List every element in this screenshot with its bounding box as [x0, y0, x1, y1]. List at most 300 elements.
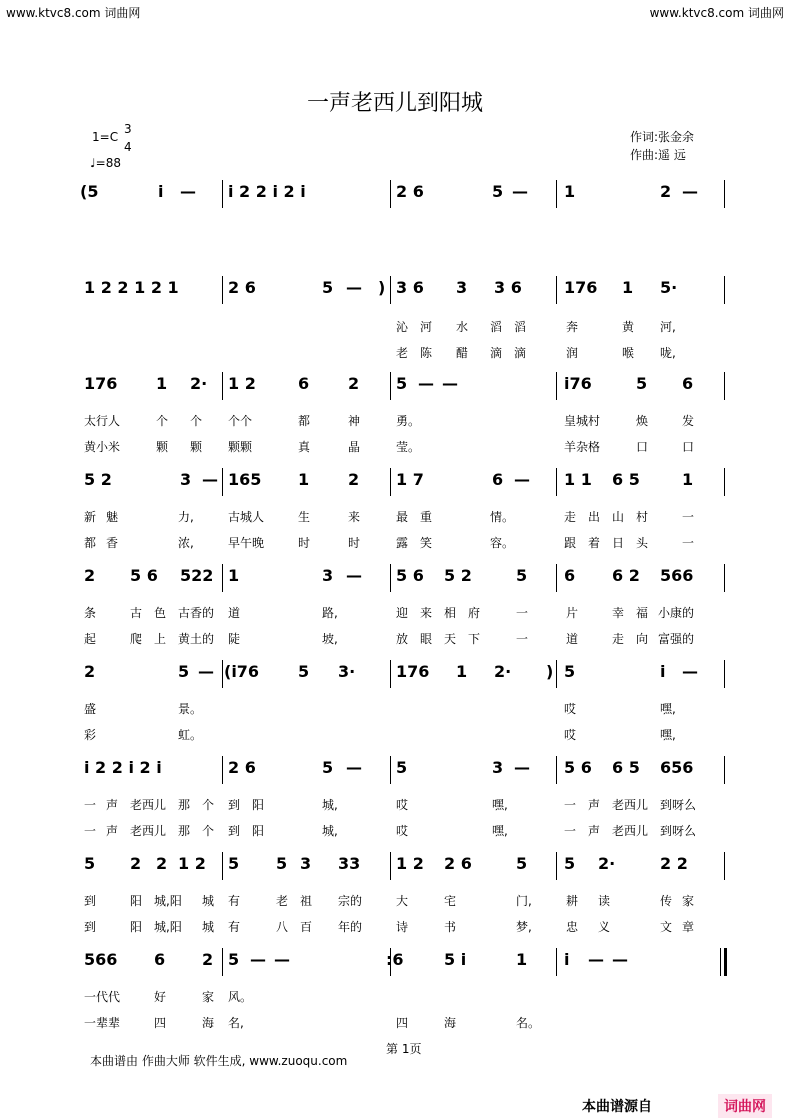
- lyric: 四: [154, 1016, 167, 1030]
- lyric: 个: [156, 414, 169, 428]
- note-group: 5 2: [84, 470, 112, 489]
- lyric: 个个: [228, 414, 253, 428]
- lyric: 一: [516, 606, 529, 620]
- lyric: 小康的: [658, 606, 695, 620]
- lyric: 笑: [420, 536, 433, 550]
- note-group: 176: [84, 374, 118, 393]
- note-group: 656: [660, 758, 694, 777]
- lyric: 老: [396, 346, 409, 360]
- note-group: 5: [396, 758, 408, 777]
- note-group: 5: [298, 662, 310, 681]
- barline: [390, 756, 391, 784]
- note-group: —: [682, 182, 698, 201]
- composer-credit: 作曲:遥 远: [630, 148, 686, 162]
- lyric: 城,阳: [154, 894, 182, 908]
- note-group: 1: [622, 278, 634, 297]
- lyric: 跟: [564, 536, 577, 550]
- lyric: 城,阳: [154, 920, 182, 934]
- lyric: 古: [130, 606, 143, 620]
- lyric: 时: [348, 536, 361, 550]
- lyric: 年的: [338, 920, 363, 934]
- lyric: 浓,: [178, 536, 194, 550]
- lyric: 山: [612, 510, 625, 524]
- lyric: 走: [612, 632, 625, 646]
- note-group: 5: [322, 758, 334, 777]
- lyric: 声: [106, 798, 119, 812]
- barline: [222, 948, 223, 976]
- note-group: 5: [322, 278, 334, 297]
- lyric: 来: [420, 606, 433, 620]
- lyric: 到呀么: [660, 798, 697, 812]
- note-group: —: [588, 950, 604, 969]
- lyric: 勇。: [396, 414, 421, 428]
- lyric: 城: [202, 920, 215, 934]
- barline: [390, 660, 391, 688]
- lyric: 宗的: [338, 894, 363, 908]
- lyric: 羊杂格: [564, 440, 601, 454]
- lyric: 着: [588, 536, 601, 550]
- note-group: 3: [180, 470, 192, 489]
- lyric: 坡,: [322, 632, 338, 646]
- lyric: 有: [228, 920, 241, 934]
- note-group: 176: [564, 278, 598, 297]
- note-group: 2 6: [228, 278, 256, 297]
- barline: [390, 468, 391, 496]
- lyric: 一: [84, 798, 97, 812]
- note-group: 5 6: [564, 758, 592, 777]
- lyric: 陡: [228, 632, 241, 646]
- song-title: 一声老西儿到阳城: [306, 91, 483, 116]
- note-group: 1 2: [178, 854, 206, 873]
- note-group: —: [512, 182, 528, 201]
- watermark-right: www.ktvc8.com 词曲网: [649, 6, 784, 20]
- lyric: 黄小米: [84, 440, 121, 454]
- note-group: —: [346, 566, 362, 585]
- lyric: 哎: [396, 824, 409, 838]
- note-group: 5: [178, 662, 190, 681]
- barline: [556, 468, 557, 496]
- note-group: —: [180, 182, 196, 201]
- lyric: 颗: [190, 440, 203, 454]
- lyric: 虹。: [178, 728, 203, 742]
- lyric: 到: [228, 824, 241, 838]
- lyric: 家: [682, 894, 695, 908]
- note-group: 5: [276, 854, 288, 873]
- lyric: 生: [298, 510, 311, 524]
- lyric: 魅: [106, 510, 119, 524]
- lyric: 老西儿: [612, 798, 649, 812]
- lyric: 莹。: [396, 440, 421, 454]
- lyric: 阳: [252, 798, 265, 812]
- note-group: 1 7: [396, 470, 424, 489]
- note-group: 2·: [494, 662, 512, 681]
- barline: [556, 948, 557, 976]
- note-group: 5: [636, 374, 648, 393]
- lyric: 上: [154, 632, 167, 646]
- lyric: 宅: [444, 894, 457, 908]
- lyric: 滔: [490, 320, 503, 334]
- note-group: 2: [84, 566, 96, 585]
- barline: [556, 180, 557, 208]
- barline: [222, 276, 223, 304]
- note-group: (5: [80, 182, 99, 201]
- lyric: 海: [444, 1016, 457, 1030]
- lyric: 到呀么: [660, 824, 697, 838]
- lyric: 府: [468, 606, 481, 620]
- barline: [724, 756, 725, 784]
- lyric: 一: [682, 536, 695, 550]
- barline: [724, 468, 725, 496]
- lyric: 一: [516, 632, 529, 646]
- key-signature: 1=C: [92, 130, 119, 144]
- note-group: 6: [492, 470, 504, 489]
- lyric: 口: [682, 440, 695, 454]
- note-group: —: [198, 662, 214, 681]
- note-group: 5: [228, 854, 240, 873]
- lyric: 一: [682, 510, 695, 524]
- lyric: 情。: [490, 510, 515, 524]
- note-group: 522: [180, 566, 214, 585]
- note-group: 5·: [660, 278, 678, 297]
- lyric: 名,: [228, 1016, 244, 1030]
- lyric: 声: [588, 824, 601, 838]
- lyric: 个: [202, 824, 215, 838]
- lyric: 城,: [322, 824, 338, 838]
- note-group: 5: [84, 854, 96, 873]
- note-group: :6: [386, 950, 404, 969]
- lyric: 到: [228, 798, 241, 812]
- lyric: 露: [396, 536, 409, 550]
- lyric: 天: [444, 632, 457, 646]
- lyric: 城,: [322, 798, 338, 812]
- lyric: 诗: [396, 920, 409, 934]
- barline: [390, 372, 391, 400]
- barline: [390, 852, 391, 880]
- note-group: 566: [660, 566, 694, 585]
- lyric: 祖: [300, 894, 313, 908]
- lyric: 声: [106, 824, 119, 838]
- lyric: 彩: [84, 728, 97, 742]
- lyric: 新: [84, 510, 97, 524]
- note-group: 5 6: [396, 566, 424, 585]
- lyric: 下: [468, 632, 481, 646]
- page-number: 第 1页: [386, 1042, 422, 1056]
- lyric: 老西儿: [130, 798, 167, 812]
- note-group: i: [158, 182, 164, 201]
- note-group: 3: [492, 758, 504, 777]
- lyric: 眼: [420, 632, 433, 646]
- brand-logo[interactable]: 词曲网: [718, 1094, 772, 1118]
- lyric: 奔: [566, 320, 579, 334]
- lyric: 爬: [130, 632, 143, 646]
- lyric: 力,: [178, 510, 194, 524]
- lyric: 时: [298, 536, 311, 550]
- note-group: 2 2: [660, 854, 688, 873]
- lyric: 章: [682, 920, 695, 934]
- lyric: 黄: [622, 320, 635, 334]
- lyric: 古香的: [178, 606, 215, 620]
- lyric: 重: [420, 510, 433, 524]
- lyric: 颗颗: [228, 440, 253, 454]
- lyric: 一: [564, 824, 577, 838]
- lyric: 真: [298, 440, 311, 454]
- note-group: —: [514, 758, 530, 777]
- lyric: 哎: [564, 728, 577, 742]
- barline: [556, 276, 557, 304]
- lyric: 阳: [252, 824, 265, 838]
- lyric: 名。: [516, 1016, 541, 1030]
- note-group: 6: [682, 374, 694, 393]
- note-group: 1 2 2 1 2 1: [84, 278, 179, 297]
- lyric: 哎: [564, 702, 577, 716]
- barline: [556, 372, 557, 400]
- note-group: 33: [338, 854, 361, 873]
- lyric: 传: [660, 894, 673, 908]
- note-group: 5 6: [130, 566, 158, 585]
- note-group: 1 1: [564, 470, 592, 489]
- lyric: 阳: [130, 894, 143, 908]
- lyric: 嘿,: [492, 824, 508, 838]
- lyric: 道: [566, 632, 579, 646]
- lyric: 幸: [612, 606, 625, 620]
- lyric: 八: [276, 920, 289, 934]
- lyricist-credit: 作词:张金余: [630, 130, 695, 144]
- lyric: 嘿,: [660, 728, 676, 742]
- lyric: 皇城村: [564, 414, 601, 428]
- lyric: 文: [660, 920, 673, 934]
- lyric: 片: [566, 606, 579, 620]
- lyric: 香: [106, 536, 119, 550]
- note-group: 2: [348, 470, 360, 489]
- note-group: 1: [682, 470, 694, 489]
- lyric: 风。: [228, 990, 253, 1004]
- lyric: 村: [636, 510, 649, 524]
- lyric: 一: [84, 824, 97, 838]
- lyric: 路,: [322, 606, 338, 620]
- note-group: 5: [396, 374, 408, 393]
- note-group: 2 6: [444, 854, 472, 873]
- lyric: 一代代: [84, 990, 121, 1004]
- note-group: 2: [156, 854, 168, 873]
- note-group: 1 2: [228, 374, 256, 393]
- lyric: 迎: [396, 606, 409, 620]
- barline: [390, 180, 391, 208]
- lyric: 焕: [636, 414, 649, 428]
- barline: [556, 660, 557, 688]
- source-label: 本曲谱源自: [582, 1099, 652, 1115]
- lyric: 都: [298, 414, 311, 428]
- note-group: —: [442, 374, 458, 393]
- lyric: 嘿,: [492, 798, 508, 812]
- lyric: 海: [202, 1016, 215, 1030]
- note-group: ): [546, 662, 554, 681]
- note-group: 5 i: [444, 950, 467, 969]
- lyric: 沁: [396, 320, 409, 334]
- note-group: 6 5: [612, 758, 640, 777]
- note-group: —: [418, 374, 434, 393]
- lyric: 陈: [420, 346, 433, 360]
- lyric: 盛: [84, 702, 97, 716]
- lyric: 古城人: [228, 510, 265, 524]
- lyric: 那: [178, 798, 191, 812]
- note-group: (i76: [224, 662, 260, 681]
- lyric: 有: [228, 894, 241, 908]
- lyric: 滴: [514, 346, 527, 360]
- barline: [724, 564, 725, 592]
- note-group: 1: [156, 374, 168, 393]
- note-group: 5: [228, 950, 240, 969]
- lyric: 来: [348, 510, 361, 524]
- lyric: 喉: [622, 346, 635, 360]
- time-denominator: 4: [124, 140, 132, 154]
- lyric: 水: [456, 320, 469, 334]
- lyric: 晶: [348, 440, 361, 454]
- lyric: 四: [396, 1016, 409, 1030]
- note-group: 5: [492, 182, 504, 201]
- note-group: 2 6: [396, 182, 424, 201]
- watermark-left: www.ktvc8.com 词曲网: [6, 6, 141, 20]
- lyric: 放: [396, 632, 409, 646]
- barline: [724, 276, 725, 304]
- barline: [222, 564, 223, 592]
- note-group: 2: [202, 950, 214, 969]
- note-group: 165: [228, 470, 262, 489]
- lyric: 向: [636, 632, 649, 646]
- lyric: 义: [598, 920, 611, 934]
- note-group: i 2 2 i 2 i: [228, 182, 306, 201]
- barline: [556, 756, 557, 784]
- lyric: 日: [612, 536, 625, 550]
- barline: [724, 180, 725, 208]
- lyric: 老西儿: [612, 824, 649, 838]
- note-group: 1: [456, 662, 468, 681]
- barline: [556, 852, 557, 880]
- note-group: 1: [564, 182, 576, 201]
- lyric: 好: [154, 990, 167, 1004]
- note-group: 2 6: [228, 758, 256, 777]
- lyric: 一辈辈: [84, 1016, 121, 1030]
- lyric: 大: [396, 894, 409, 908]
- lyric: 色: [154, 606, 167, 620]
- note-group: 5: [516, 854, 528, 873]
- lyric: 口: [636, 440, 649, 454]
- note-group: 6: [298, 374, 310, 393]
- note-group: 566: [84, 950, 118, 969]
- lyric: 门,: [516, 894, 532, 908]
- barline: [222, 852, 223, 880]
- note-group: 5 2: [444, 566, 472, 585]
- lyric: 老西儿: [130, 824, 167, 838]
- lyric: 个: [202, 798, 215, 812]
- lyric: 读: [598, 894, 611, 908]
- lyric: 百: [300, 920, 313, 934]
- lyric: 走: [564, 510, 577, 524]
- lyric: 早午晚: [228, 536, 265, 550]
- lyric: 最: [396, 510, 409, 524]
- lyric: 河: [420, 320, 433, 334]
- note-group: 6: [154, 950, 166, 969]
- lyric: 耕: [566, 894, 579, 908]
- note-group: 5: [564, 854, 576, 873]
- final-barline-thin: [720, 948, 721, 976]
- lyric: 滔: [514, 320, 527, 334]
- barline: [556, 564, 557, 592]
- lyric: 到: [84, 894, 97, 908]
- note-group: 1: [516, 950, 528, 969]
- note-group: 5: [516, 566, 528, 585]
- generator-note: 本曲谱由 作曲大师 软件生成, www.zuoqu.com: [90, 1054, 348, 1068]
- lyric: 神: [348, 414, 361, 428]
- lyric: 福: [636, 606, 649, 620]
- barline: [222, 756, 223, 784]
- lyric: 太行人: [84, 414, 121, 428]
- note-group: 3 6: [396, 278, 424, 297]
- lyric: 发: [682, 414, 695, 428]
- note-group: 3: [322, 566, 334, 585]
- lyric: 都: [84, 536, 97, 550]
- note-group: 1: [228, 566, 240, 585]
- note-group: 2: [660, 182, 672, 201]
- barline: [222, 468, 223, 496]
- lyric: 梦,: [516, 920, 532, 934]
- note-group: —: [202, 470, 218, 489]
- lyric: 一: [564, 798, 577, 812]
- note-group: —: [274, 950, 290, 969]
- note-group: 2: [84, 662, 96, 681]
- note-group: 2·: [190, 374, 208, 393]
- lyric: 忠: [566, 920, 579, 934]
- note-group: 2·: [598, 854, 616, 873]
- note-group: ): [378, 278, 386, 297]
- time-numerator: 3: [124, 122, 132, 136]
- lyric: 润: [566, 346, 579, 360]
- tempo-mark: ♩=88: [90, 156, 121, 170]
- barline: [724, 372, 725, 400]
- lyric: 条: [84, 606, 97, 620]
- lyric: 那: [178, 824, 191, 838]
- lyric: 书: [444, 920, 457, 934]
- lyric: 景。: [178, 702, 203, 716]
- note-group: 3: [456, 278, 468, 297]
- note-group: —: [682, 662, 698, 681]
- final-barline-thick: [724, 948, 727, 976]
- lyric: 到: [84, 920, 97, 934]
- lyric: 老: [276, 894, 289, 908]
- note-group: 2: [348, 374, 360, 393]
- note-group: 2: [130, 854, 142, 873]
- note-group: 6: [564, 566, 576, 585]
- lyric: 出: [588, 510, 601, 524]
- lyric: 道: [228, 606, 241, 620]
- lyric: 相: [444, 606, 457, 620]
- note-group: 5: [564, 662, 576, 681]
- lyric: 颗: [156, 440, 169, 454]
- note-group: i 2 2 i 2 i: [84, 758, 162, 777]
- barline: [222, 372, 223, 400]
- note-group: 3 6: [494, 278, 522, 297]
- lyric: 醋: [456, 346, 469, 360]
- lyric: 河,: [660, 320, 676, 334]
- lyric: 城: [202, 894, 215, 908]
- lyric: 黄土的: [178, 632, 215, 646]
- note-group: —: [250, 950, 266, 969]
- note-group: 6 5: [612, 470, 640, 489]
- barline: [390, 564, 391, 592]
- note-group: 176: [396, 662, 430, 681]
- note-group: 1 2: [396, 854, 424, 873]
- lyric: 阳: [130, 920, 143, 934]
- lyric: 起: [84, 632, 97, 646]
